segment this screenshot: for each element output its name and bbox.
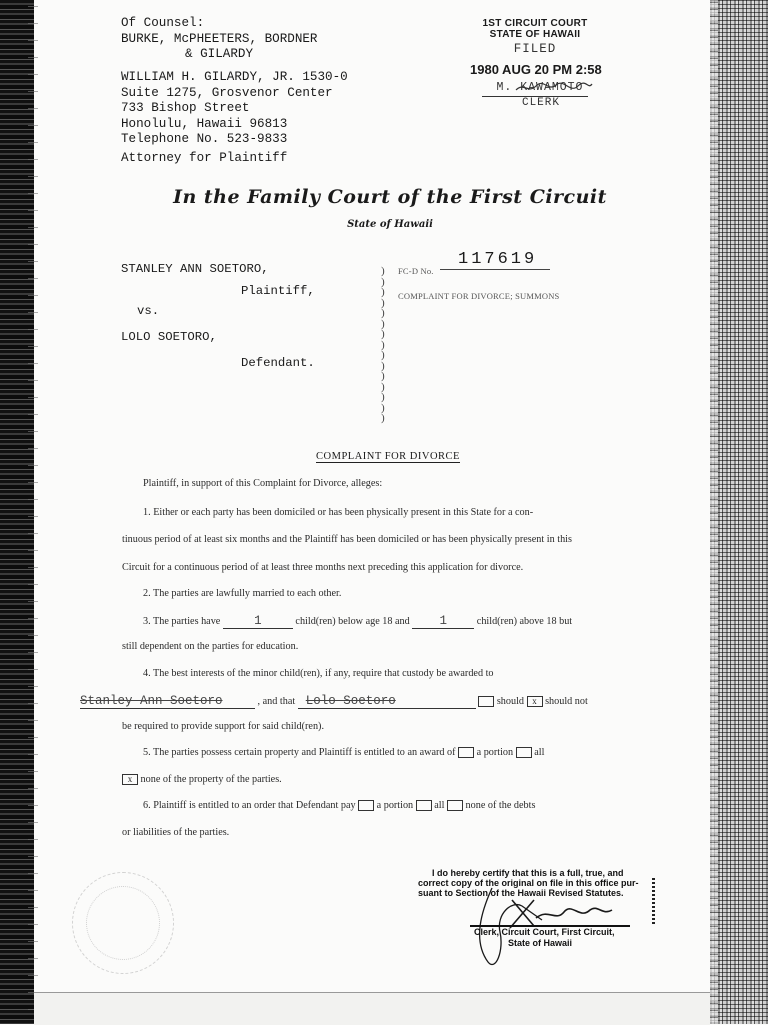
property-portion-checkbox bbox=[516, 747, 532, 758]
scan-bottom-strip bbox=[34, 992, 710, 1025]
telephone: Telephone No. 523-9833 bbox=[121, 132, 288, 146]
para-1-line-2: tinuous period of at least six months and the Plaintiff has been domiciled or has been physically present in this bbox=[122, 534, 572, 545]
stamp-filed: FILED bbox=[513, 42, 557, 56]
para-2: 2. The parties are lawfully married to each other. bbox=[143, 588, 342, 599]
attorney-block bbox=[121, 70, 348, 148]
stamp-name: M. KAWAMOTO bbox=[496, 81, 584, 94]
attorney-role: Attorney for Plaintiff bbox=[121, 151, 288, 165]
property-all-checkbox bbox=[458, 747, 474, 758]
para-3-line-2: still dependent on the parties for education. bbox=[122, 641, 299, 652]
defendant-name: LOLO SOETORO, bbox=[121, 330, 217, 344]
counsel-block bbox=[121, 16, 318, 63]
para-5-line-2: x none of the property of the parties. bbox=[122, 774, 282, 785]
cert-line-2: correct copy of the original on file in this office pur- bbox=[418, 878, 639, 888]
caption-parentheses: ) ) ) ) ) ) ) ) ) ) ) ) ) ) ) bbox=[381, 265, 385, 424]
defendant-role: Defendant. bbox=[241, 356, 315, 370]
fcd-number-field bbox=[440, 250, 550, 270]
support-party: Lolo Soetoro bbox=[298, 694, 476, 709]
cert-line-1: I do hereby certify that this is a full, true, and bbox=[432, 868, 624, 878]
property-none-checkbox: x bbox=[122, 774, 138, 785]
faded-court-seal-inner bbox=[86, 886, 160, 960]
debts-none-checkbox bbox=[447, 800, 463, 811]
para-4-line-2: Stanley Ann Soetoro , and that Lolo Soetoro should x should not bbox=[80, 694, 588, 708]
fcd-number: 117619 bbox=[458, 250, 538, 269]
firm-line-2: & GILARDY bbox=[185, 47, 254, 61]
document-type: COMPLAINT FOR DIVORCE; SUMMONS bbox=[398, 291, 560, 301]
plaintiff-role: Plaintiff, bbox=[241, 284, 315, 298]
stamp-state: STATE OF HAWAII bbox=[489, 29, 581, 40]
stamp-clerk: CLERK bbox=[521, 97, 560, 109]
debts-portion-checkbox bbox=[416, 800, 432, 811]
scan-edge-right bbox=[710, 0, 768, 1024]
should-checkbox bbox=[478, 696, 494, 707]
stamp-court: 1ST CIRCUIT COURT bbox=[482, 18, 588, 29]
fcd-label: FC-D No. bbox=[398, 266, 434, 276]
para-1-line-3: Circuit for a continuous period of at least three months next preceding this application for divorce. bbox=[122, 562, 524, 573]
address-line-1: Suite 1275, Grosvenor Center bbox=[121, 85, 333, 100]
children-above-18: 1 bbox=[412, 614, 474, 629]
versus: vs. bbox=[137, 304, 160, 318]
court-title: In the Family Court of the First Circuit bbox=[173, 186, 607, 208]
cert-line-3: suant to Section of the Hawaii Revised Statutes. bbox=[418, 888, 624, 898]
debts-all-checkbox bbox=[358, 800, 374, 811]
filed-stamp bbox=[470, 18, 600, 109]
cert-clerk: Clerk, Circuit Court, First Circuit, bbox=[474, 927, 615, 937]
scan-edge-left-specks bbox=[28, 0, 38, 1024]
address-line-2: 733 Bishop Street bbox=[121, 101, 250, 115]
para-3-line-1: 3. The parties have 1 child(ren) below age 18 and 1 child(ren) above 18 but bbox=[143, 614, 573, 628]
stamp-signature-scribble bbox=[514, 80, 594, 101]
intro-paragraph: Plaintiff, in support of this Complaint for Divorce, alleges: bbox=[143, 478, 383, 489]
custody-awardee: Stanley Ann Soetoro bbox=[80, 694, 255, 709]
complaint-heading: COMPLAINT FOR DIVORCE bbox=[316, 451, 460, 462]
children-below-18: 1 bbox=[223, 614, 293, 629]
plaintiff-name: STANLEY ANN SOETORO, bbox=[121, 262, 269, 276]
para-4-line-1: 4. The best interests of the minor child(ren), if any, require that custody be awarded to bbox=[143, 668, 494, 679]
cert-state: State of Hawaii bbox=[508, 938, 573, 948]
para-4-line-3: be required to provide support for said child(ren). bbox=[122, 721, 324, 732]
counsel-label: Of Counsel: bbox=[121, 16, 205, 30]
para-6-line-2: or liabilities of the parties. bbox=[122, 827, 230, 838]
attorney-name: WILLIAM H. GILARDY, JR. 1530-0 bbox=[121, 70, 348, 84]
para-1-line-1: 1. Either or each party has been domiciled or has been physically present in this State for a con- bbox=[143, 507, 534, 518]
court-subtitle: State of Hawaii bbox=[347, 219, 433, 230]
address-city: Honolulu, Hawaii 96813 bbox=[121, 116, 288, 131]
should-not-checkbox: x bbox=[527, 696, 543, 707]
scan-edge-right-inner bbox=[710, 0, 718, 1024]
para-5-line-1: 5. The parties possess certain property and Plaintiff is entitled to an award of a portion all bbox=[143, 747, 545, 758]
stamp-datetime: 1980 AUG 20 PM 2:58 bbox=[470, 62, 602, 77]
para-6-line-1: 6. Plaintiff is entitled to an order that Defendant pay a portion all none of the debts bbox=[143, 800, 536, 811]
firm-line-1: BURKE, McPHEETERS, BORDNER bbox=[121, 31, 318, 46]
cert-stamp-edge bbox=[652, 878, 655, 926]
